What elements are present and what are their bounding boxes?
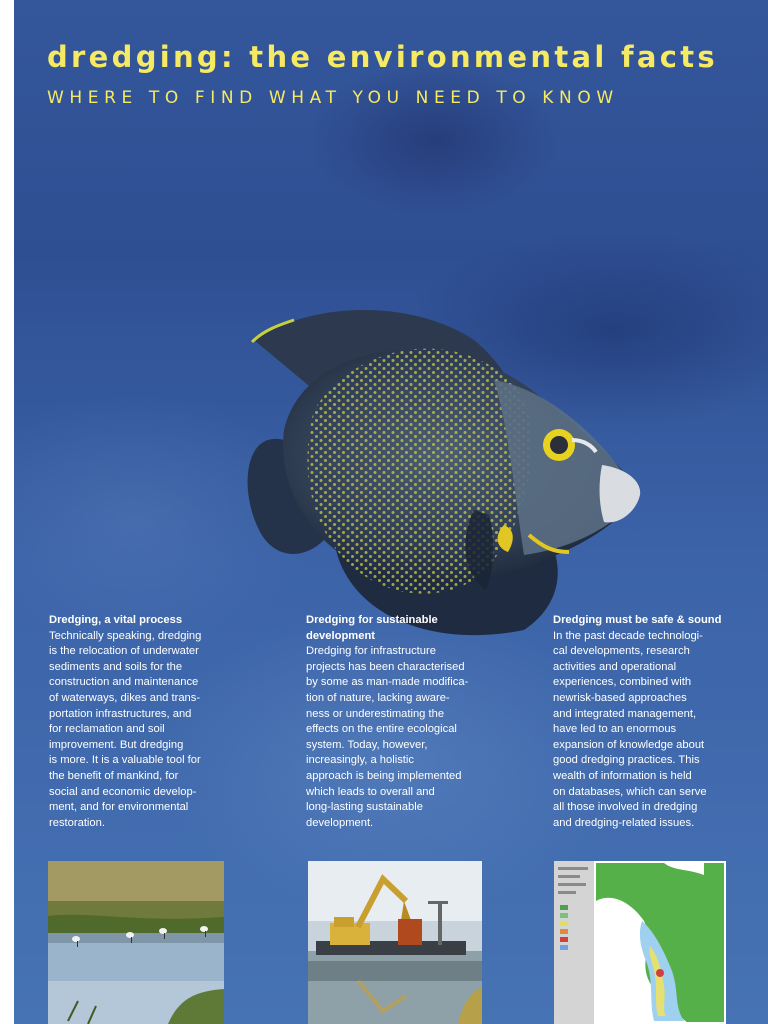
magazine-page [14, 0, 768, 1024]
software-map-screenshot [554, 861, 726, 1024]
column-body: In the past decade technologi- cal developments, research activities and operational experiences, combined with newrisk-based approaches and integrated management, have led to an enormous expansion of knowledge about good dredging practices. This wealth of information is held on databases, which can serve all those involved in dredging and dredging-related issues. [553, 629, 707, 829]
column-vital-process [49, 613, 239, 831]
column-heading: Dredging for sustainable development [306, 614, 438, 642]
page-subtitle: WHERE TO FIND WHAT YOU NEED TO KNOW [47, 88, 619, 108]
excavator-photo [308, 861, 482, 1024]
column-safe-and-sound [553, 613, 753, 831]
wetland-birds-photo [48, 861, 224, 1024]
column-body: Technically speaking, dredging is the relocation of underwater sediments and soils for the construction and maintenance of waterways, dikes and trans- portation infrastructures, and for reclamation and soil improvement. But dredging is more. It is a valuable tool for the benefit of mankind, for social and economic develop- ment, and for environmental restoration. [49, 629, 202, 829]
column-heading: Dredging must be safe & sound [553, 614, 722, 626]
column-sustainable-development [306, 613, 506, 831]
column-heading: Dredging, a vital process [49, 614, 183, 626]
column-body: Dredging for infrastructure projects has been characterised by some as man-made modifica- tion of nature, lacking aware- ness or underestimating the effects on the entire ecological system. Today, however, increasingly, a holistic approach is being implemented which leads to overall and long-lasting sustainable development. [306, 645, 469, 829]
page-title: dredging: the environmental facts [47, 40, 718, 74]
